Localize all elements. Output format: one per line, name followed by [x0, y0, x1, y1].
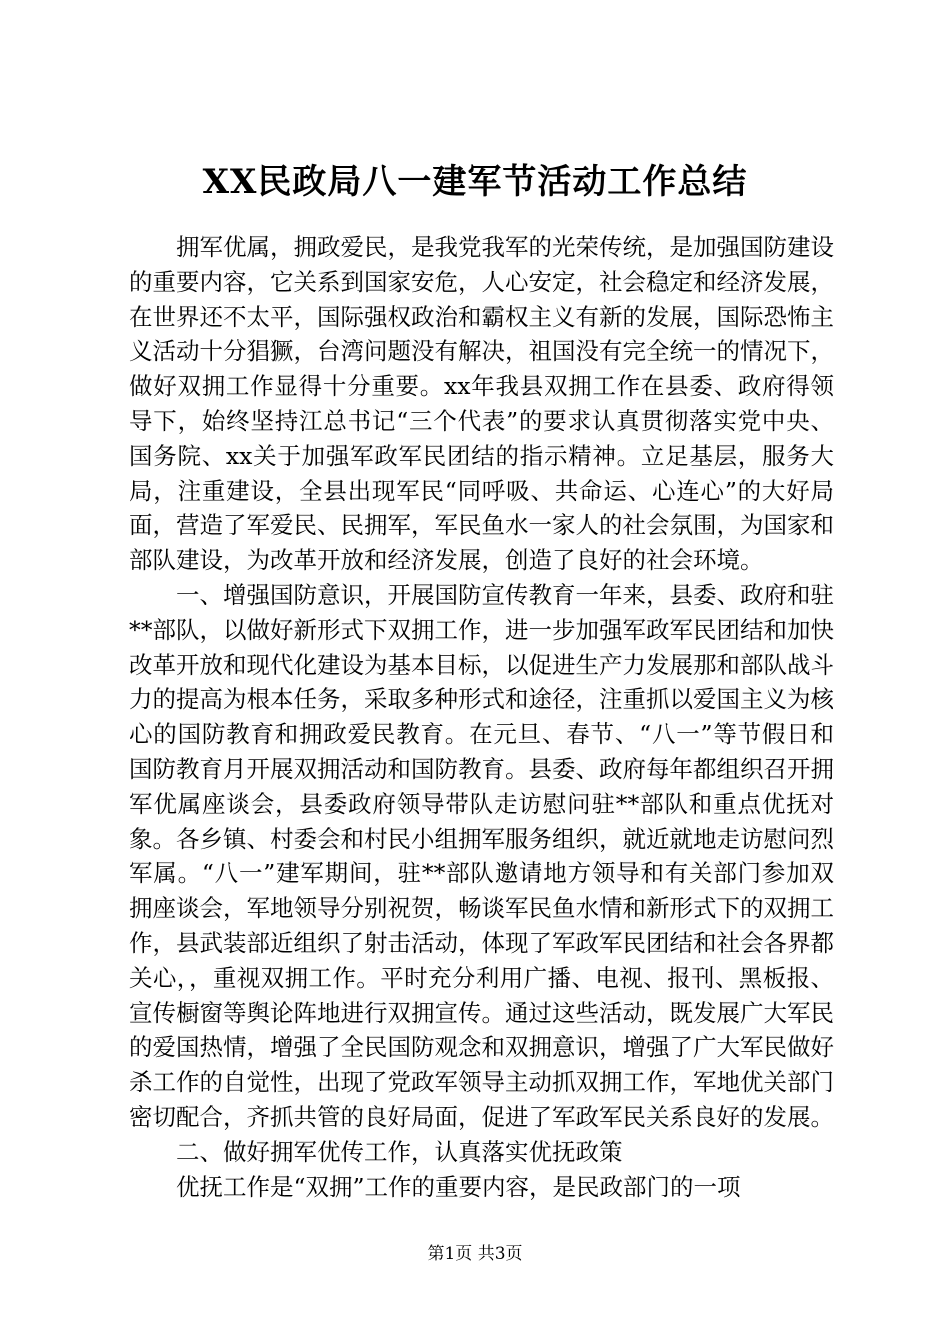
page-number-footer: 第1页 共3页 [427, 1244, 523, 1264]
document-body [129, 230, 834, 1204]
paragraph-section-two: 优抚工作是“双拥”工作的重要内容，是民政部门的一项 [176, 1172, 741, 1201]
paragraph-intro: 拥军优属，拥政爱民，是我党我军的光荣传统，是加强国防建设的重要内容，它关系到国家安危，人心安定，社会稳定和经济发展，在世界还不太平，国际强权政治和霸权主义有新的发展，国际恐怖主义活动十分猖獗，台湾问题没有解决，祖国没有完全统一的情况下，做好双拥工作显得十分重要。xx年我县双拥工作在县委、政府得领导下，始终坚持江总书记“三个代表”的要求认真贯彻落实党中央、国务院、xx关于加强军政军民团结的指示精神。立足基层，服务大局，注重建设，全县出现军民“同呼吸、共命运、心连心”的大好局面，营造了军爱民、民拥军，军民鱼水一家人的社会氛围，为国家和部队建设，为改革开放和经济发展，创造了良好的社会环境。 [129, 233, 834, 575]
paragraph-section-one: 一、增强国防意识，开展国防宣传教育一年来，县委、政府和驻**部队，以做好新形式下双拥工作，进一步加强军政军民团结和加快改革开放和现代化建设为基本目标，以促进生产力发展那和部队战斗力的提高为根本任务，采取多种形式和途径，注重抓以爱国主义为核心的国防教育和拥政爱民教育。在元旦、春节、“八一”等节假日和国防教育月开展双拥活动和国防教育。县委、政府每年都组织召开拥军优属座谈会，县委政府领导带队走访慰问驻**部队和重点优抚对象。各乡镇、村委会和村民小组拥军服务组织，就近就地走访慰问烈军属。“八一”建军期间，驻**部队邀请地方领导和有关部门参加双拥座谈会，军地领导分别祝贺，畅谈军民鱼水情和新形式下的双拥工作，县武装部近组织了射击活动，体现了军政军民团结和社会各界都关心，，重视双拥工作。平时充分利用广播、电视、报刊、黑板报、宣传橱窗等舆论阵地进行双拥宣传。通过这些活动，既发展广大军民的爱国热情，增强了全民国防观念和双拥意识，增强了广大军民做好杀工作的自觉性，出现了党政军领导主动抓双拥工作，军地优关部门密切配合，齐抓共管的良好局面，促进了军政军民关系良好的发展。 [129, 580, 834, 1131]
section-heading-two: 二、做好拥军优传工作，认真落实优抚政策 [176, 1137, 623, 1166]
document-title: XX民政局八一建军节活动工作总结 [202, 162, 748, 202]
